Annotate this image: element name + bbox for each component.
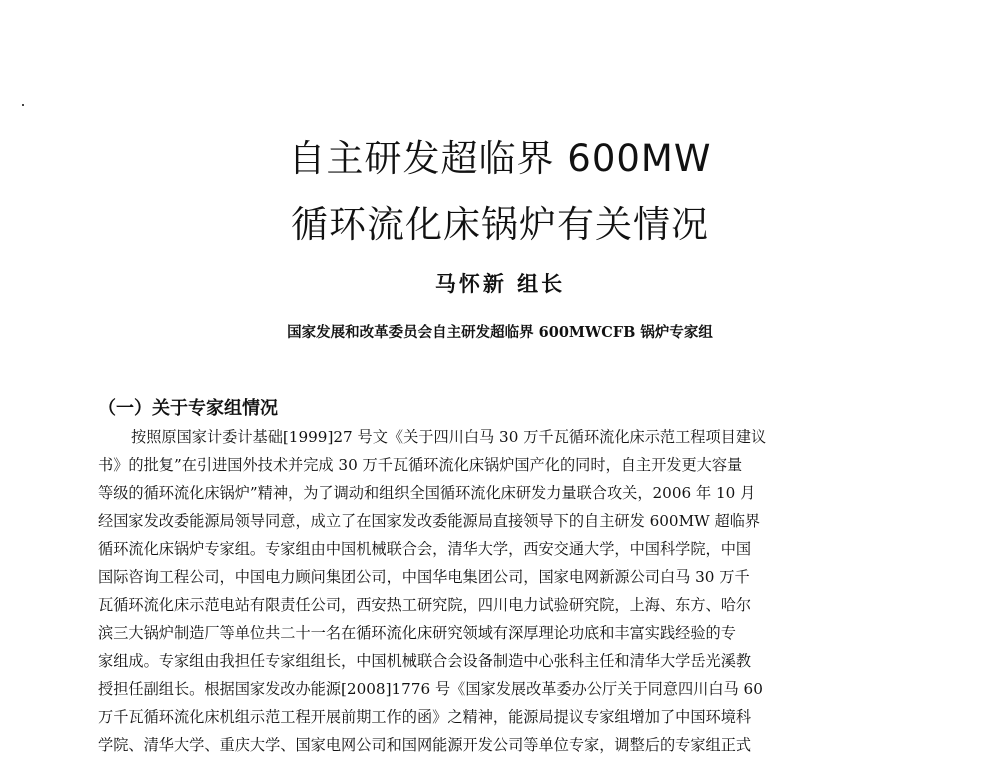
scan-speck [22, 104, 24, 106]
paragraph-line: 国际咨询工程公司，中国电力顾问集团公司，中国华电集团公司，国家电网新源公司白马 30 万千 [98, 568, 750, 586]
title-line-1: 自主研发超临界 600MW [288, 137, 712, 180]
paragraph-line: 万千瓦循环流化床机组示范工程开展前期工作的函》之精神，能源局提议专家组增加了中国环境科 [98, 708, 752, 726]
section-heading: （一）关于专家组情况 [98, 398, 278, 419]
author: 马怀新 组长 [434, 271, 566, 296]
paragraph-line: 学院、清华大学、重庆大学、国家电网公司和国网能源开发公司等单位专家，调整后的专家组正式 [98, 736, 752, 754]
paragraph-line: 按照原国家计委计基础[1999]27 号文《关于四川白马 30 万千瓦循环流化床示范工程项目建议 [131, 428, 767, 446]
paragraph-line: 等级的循环流化床锅炉”精神，为了调动和组织全国循环流化床研发力量联合攻关，2006 年 10 月 [98, 484, 756, 502]
paragraph-line: 经国家发改委能源局领导同意，成立了在国家发改委能源局直接领导下的自主研发 600MW 超临界 [98, 512, 761, 530]
paragraph-line: 家组成。专家组由我担任专家组组长，中国机械联合会设备制造中心张科主任和清华大学岳光溪教 [98, 652, 752, 670]
paragraph-line: 书》的批复”在引进国外技术并完成 30 万千瓦循环流化床锅炉国产化的同时，自主开发更大容量 [98, 456, 743, 474]
paragraph-line: 瓦循环流化床示范电站有限责任公司，西安热工研究院，四川电力试验研究院，上海、东方、哈尔 [98, 596, 752, 614]
paragraph-line: 授担任副组长。根据国家发改办能源[2008]1776 号《国家发展改革委办公厅关于同意四川白马 60 [98, 680, 763, 698]
affiliation: 国家发展和改革委员会自主研发超临界 600MWCFB 锅炉专家组 [287, 324, 713, 341]
paragraph-line: 循环流化床锅炉专家组。专家组由中国机械联合会，清华大学，西安交通大学，中国科学院，中国 [98, 540, 752, 558]
title-line-2: 循环流化床锅炉有关情况 [291, 203, 709, 246]
paragraph-line: 滨三大锅炉制造厂等单位共二十一名在循环流化床研究领域有深厚理论功底和丰富实践经验的专 [98, 624, 736, 642]
